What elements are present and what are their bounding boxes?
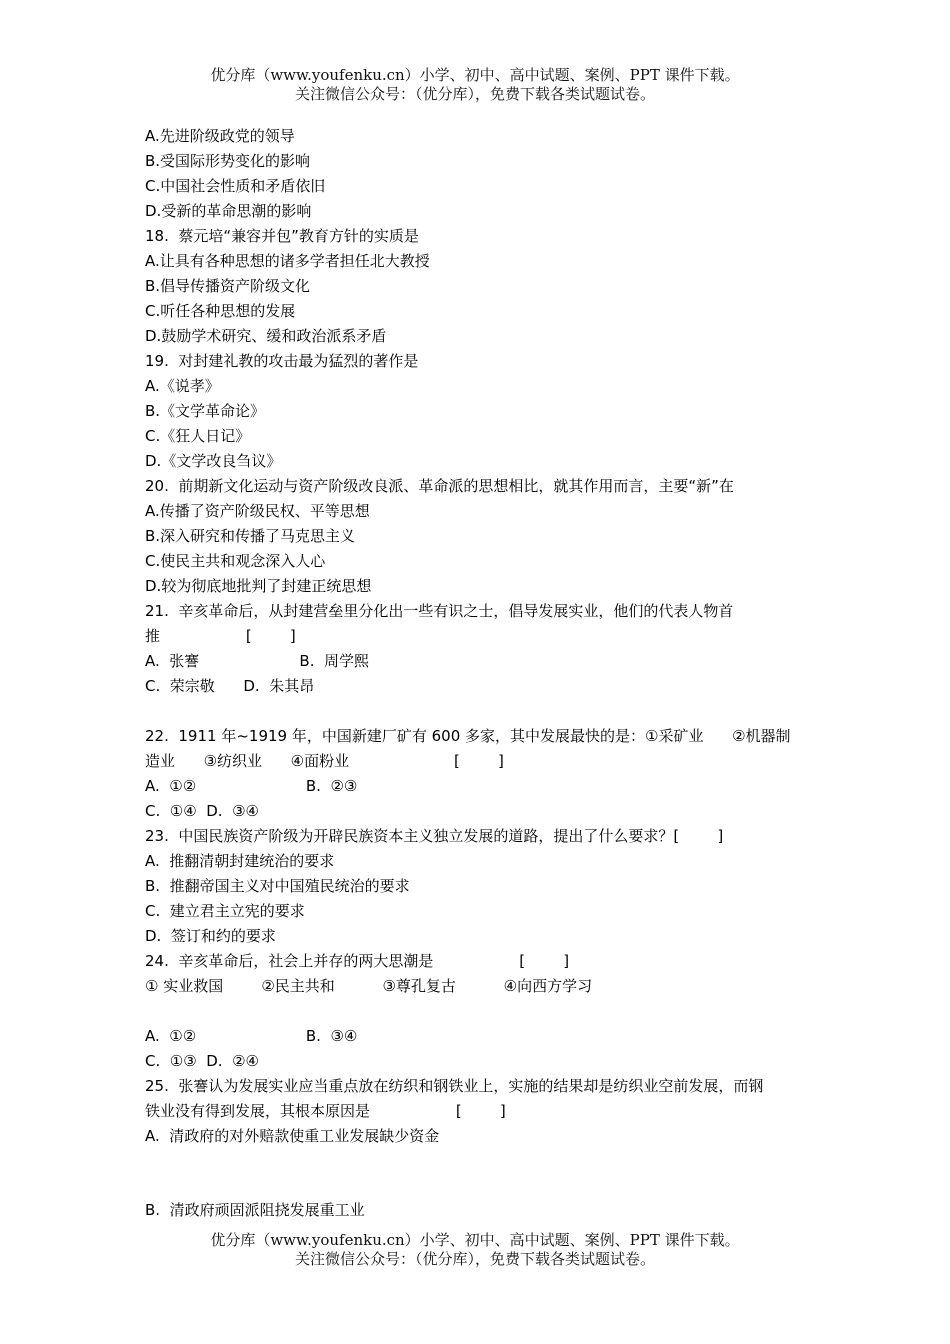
options-ab: A. 张謇 B. 周学熙 (145, 652, 370, 670)
option-c: C. 建立君主立宪的要求 (145, 902, 305, 920)
options-ab: A. ①② B. ②③ (145, 777, 358, 795)
option-c: C.使民主共和观念深入人心 (145, 552, 326, 570)
spacer (145, 999, 815, 1024)
option-a: A.让具有各种思想的诸多学者担任北大教授 (145, 252, 430, 270)
footer-line-1: 优分库（www.youfenku.cn）小学、初中、高中试题、案例、PPT 课件下载。 (210, 1231, 740, 1249)
option-a: A. 清政府的对外赔款使重工业发展缺少资金 (145, 1127, 440, 1145)
question-list (145, 124, 815, 1223)
question-stem: 25. 张謇认为发展实业应当重点放在纺织和钢铁业上，实施的结果却是纺织业空前发展，而钢 (145, 1077, 764, 1095)
question-items: ① 实业救国 ②民主共和 ③尊孔复古 ④向西方学习 (145, 977, 593, 995)
page-header (0, 66, 950, 104)
option-c: C.《狂人日记》 (145, 427, 251, 445)
option-a: A.先进阶级政党的领导 (145, 127, 295, 145)
spacer (145, 699, 815, 724)
options-cd: C. ①④ D. ③④ (145, 802, 259, 820)
question-17 (145, 124, 815, 224)
question-stem: 21. 辛亥革命后，从封建营垒里分化出一些有识之士，倡导发展实业，他们的代表人物首 (145, 602, 734, 620)
option-d: D.鼓励学术研究、缓和政治派系矛盾 (145, 327, 387, 345)
option-a: A.《说孝》 (145, 377, 220, 395)
options-ab: A. ①② B. ③④ (145, 1027, 358, 1045)
page-footer (0, 1231, 950, 1269)
options-cd: C. ①③ D. ②④ (145, 1052, 259, 1070)
question-stem: 22. 1911 年~1919 年，中国新建厂矿有 600 多家，其中发展最快的是：①采矿业 ②机器制 (145, 727, 791, 745)
question-25 (145, 1074, 815, 1223)
question-23 (145, 824, 815, 949)
question-stem: 20. 前期新文化运动与资产阶级改良派、革命派的思想相比，就其作用而言，主要“新”在 (145, 477, 734, 495)
question-stem: 19. 对封建礼教的攻击最为猛烈的著作是 (145, 352, 419, 370)
question-20 (145, 474, 815, 599)
question-stem-continued: 推 [ ] (145, 627, 296, 645)
question-22 (145, 724, 815, 824)
option-a: A. 推翻清朝封建统治的要求 (145, 852, 335, 870)
option-b: B. 推翻帝国主义对中国殖民统治的要求 (145, 877, 410, 895)
header-line-2: 关注微信公众号：（优分库），免费下载各类试题试卷。 (294, 85, 655, 103)
option-b: B.倡导传播资产阶级文化 (145, 277, 311, 295)
question-stem: 18. 蔡元培“兼容并包”教育方针的实质是 (145, 227, 419, 245)
option-d: D.较为彻底地批判了封建正统思想 (145, 577, 372, 595)
option-a: A.传播了资产阶级民权、平等思想 (145, 502, 370, 520)
question-stem-continued: 造业 ③纺织业 ④面粉业 [ ] (145, 752, 504, 770)
header-line-1: 优分库（www.youfenku.cn）小学、初中、高中试题、案例、PPT 课件下载。 (210, 66, 740, 84)
option-b: B.受国际形势变化的影响 (145, 152, 311, 170)
option-d: D. 签订和约的要求 (145, 927, 276, 945)
option-c: C.听任各种思想的发展 (145, 302, 296, 320)
option-b: B.深入研究和传播了马克思主义 (145, 527, 356, 545)
footer-line-2: 关注微信公众号：（优分库），免费下载各类试题试卷。 (294, 1250, 655, 1268)
option-d: D.《文学改良刍议》 (145, 452, 282, 470)
question-24 (145, 949, 815, 1074)
option-b: B. 清政府顽固派阻挠发展重工业 (145, 1201, 365, 1219)
option-d: D.受新的革命思潮的影响 (145, 202, 312, 220)
question-stem: 23. 中国民族资产阶级为开辟民族资本主义独立发展的道路，提出了什么要求？[ ] (145, 827, 724, 845)
question-18 (145, 224, 815, 349)
question-19 (145, 349, 815, 474)
option-c: C.中国社会性质和矛盾依旧 (145, 177, 326, 195)
question-21 (145, 599, 815, 699)
question-stem-continued: 铁业没有得到发展，其根本原因是 [ ] (145, 1102, 506, 1120)
options-cd: C. 荣宗敬 D. 朱其昂 (145, 677, 315, 695)
option-b: B.《文学革命论》 (145, 402, 266, 420)
spacer (145, 1149, 815, 1198)
question-stem: 24. 辛亥革命后，社会上并存的两大思潮是 [ ] (145, 952, 570, 970)
